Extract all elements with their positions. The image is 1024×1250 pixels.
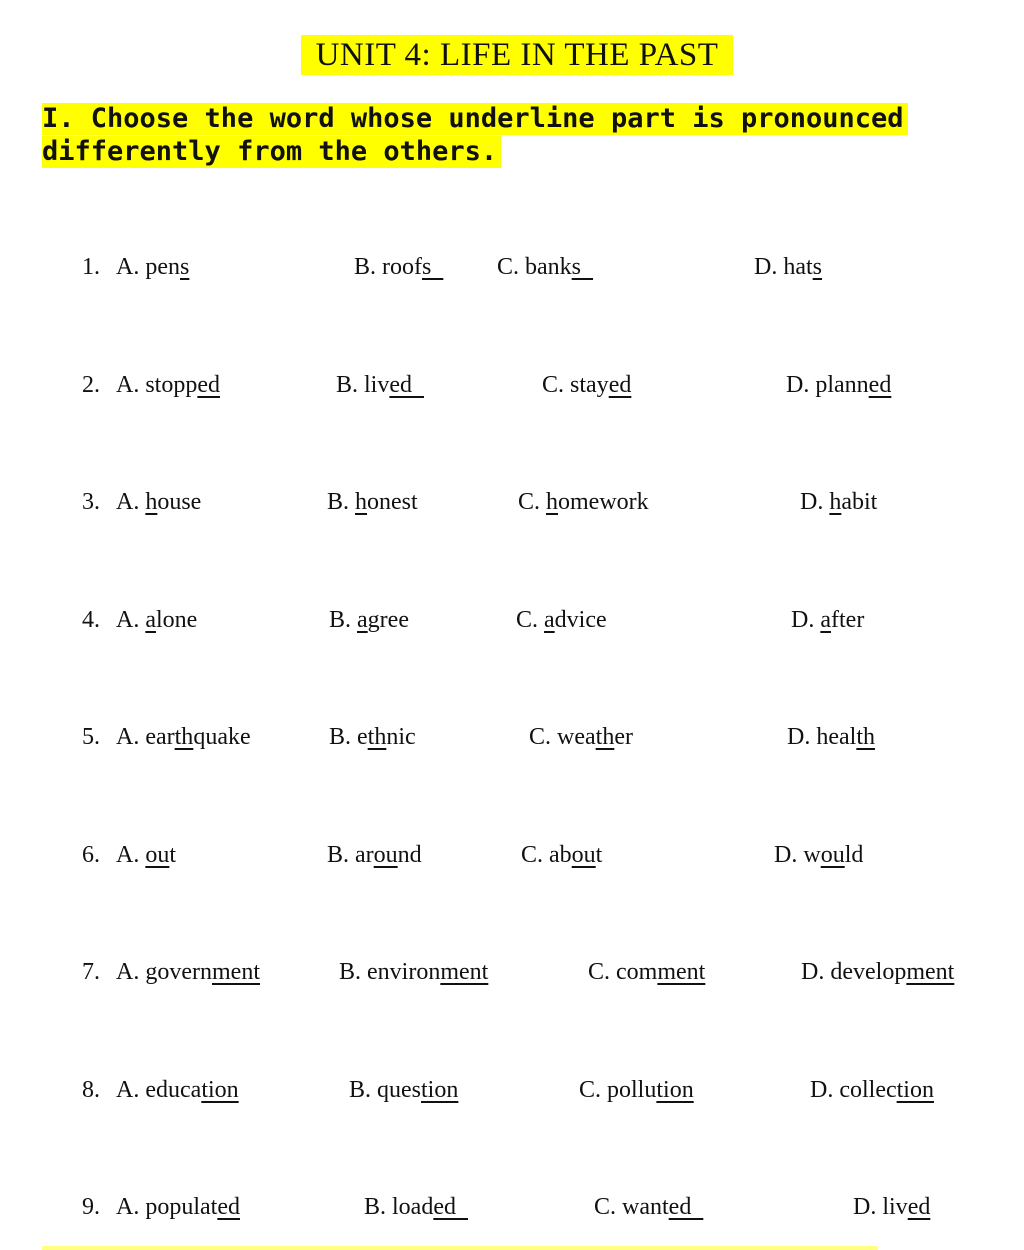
- question-row: [0, 603, 1024, 637]
- option-letter: A.: [116, 607, 140, 633]
- option-letter: B.: [327, 842, 350, 868]
- question-number: 3.: [82, 489, 100, 515]
- option-letter: D.: [774, 842, 798, 868]
- option-d: [787, 720, 875, 754]
- option-c: [497, 250, 593, 284]
- instruction-line-1: I. Choose the word whose underline part is pronounced: [42, 103, 908, 135]
- option-letter: D.: [810, 1077, 834, 1103]
- option-d: [791, 603, 864, 637]
- option-b: [329, 603, 409, 637]
- underlined-part: th: [856, 724, 875, 750]
- word-prefix: roof: [382, 254, 422, 280]
- option-letter: A.: [116, 372, 140, 398]
- underlined-part: ed: [868, 372, 892, 398]
- question-row: [0, 1190, 1024, 1224]
- word-prefix: ear: [145, 724, 175, 750]
- question-row: [0, 955, 1024, 989]
- option-letter: C.: [529, 724, 552, 750]
- question-row: [0, 368, 1024, 402]
- word-prefix: ques: [377, 1077, 422, 1103]
- option-c: [594, 1190, 703, 1224]
- instruction-line-2: differently from the others.: [42, 136, 501, 168]
- option-letter: C.: [594, 1194, 617, 1220]
- option-letter: C.: [497, 254, 520, 280]
- underlined-part: ed: [608, 372, 632, 398]
- word-suffix: lone: [156, 607, 198, 633]
- option-letter: C.: [579, 1077, 602, 1103]
- option-b: [354, 250, 443, 284]
- word-prefix: plann: [815, 372, 869, 398]
- word-prefix: govern: [145, 959, 212, 985]
- option-letter: B.: [354, 254, 377, 280]
- option-c: [542, 368, 631, 402]
- option-letter: D.: [800, 489, 824, 515]
- underlined-part: ed: [389, 372, 425, 398]
- option-a: [116, 955, 260, 989]
- word-prefix: environ: [367, 959, 441, 985]
- option-letter: C.: [542, 372, 565, 398]
- word-prefix: pollu: [607, 1077, 657, 1103]
- option-b: [339, 955, 488, 989]
- word-prefix: liv: [882, 1194, 908, 1220]
- word-suffix: t: [595, 842, 603, 868]
- underlined-part: ment: [212, 959, 260, 985]
- question-number: 2.: [82, 372, 100, 398]
- option-letter: C.: [588, 959, 611, 985]
- underlined-part: a: [357, 607, 368, 633]
- option-letter: D.: [786, 372, 810, 398]
- underlined-part: ed: [217, 1194, 240, 1220]
- underlined-part: h: [355, 489, 368, 515]
- option-a: [116, 485, 201, 519]
- option-d: [853, 1190, 930, 1224]
- underlined-part: ou: [571, 842, 596, 868]
- option-c: [579, 1073, 694, 1107]
- underlined-part: s: [812, 254, 823, 280]
- word-prefix: com: [616, 959, 658, 985]
- question-number: 5.: [82, 724, 100, 750]
- word-suffix: nd: [397, 842, 422, 868]
- option-letter: B.: [364, 1194, 387, 1220]
- underlined-part: ed: [668, 1194, 704, 1220]
- underlined-part: a: [544, 607, 555, 633]
- word-suffix: quake: [193, 724, 251, 750]
- option-d: [801, 955, 954, 989]
- option-b: [327, 485, 418, 519]
- word-suffix: omework: [558, 489, 649, 515]
- option-letter: D.: [754, 254, 778, 280]
- word-prefix: stay: [570, 372, 609, 398]
- underlined-part: ment: [440, 959, 489, 985]
- underlined-part: tion: [201, 1077, 239, 1103]
- underlined-part: th: [174, 724, 194, 750]
- word-suffix: abit: [841, 489, 878, 515]
- bottom-highlight-rule: [42, 1246, 878, 1250]
- option-letter: A.: [116, 254, 140, 280]
- word-prefix: develop: [830, 959, 907, 985]
- underlined-part: tion: [896, 1077, 934, 1103]
- option-letter: B.: [329, 724, 352, 750]
- word-suffix: ld: [844, 842, 864, 868]
- underlined-part: tion: [656, 1077, 694, 1103]
- question-number: 4.: [82, 607, 100, 633]
- option-c: [588, 955, 705, 989]
- option-c: [516, 603, 607, 637]
- word-prefix: e: [357, 724, 368, 750]
- option-a: [116, 838, 176, 872]
- question-number: 8.: [82, 1077, 100, 1103]
- word-prefix: hat: [783, 254, 813, 280]
- question-number: 7.: [82, 959, 100, 985]
- word-suffix: dvice: [554, 607, 607, 633]
- question-row: [0, 1073, 1024, 1107]
- option-a: [116, 368, 220, 402]
- option-c: [518, 485, 649, 519]
- underlined-part: s: [571, 254, 594, 280]
- word-suffix: onest: [367, 489, 418, 515]
- underlined-part: h: [829, 489, 842, 515]
- option-letter: C.: [521, 842, 544, 868]
- option-letter: B.: [349, 1077, 372, 1103]
- word-prefix: want: [622, 1194, 669, 1220]
- option-d: [786, 368, 891, 402]
- option-letter: B.: [329, 607, 352, 633]
- word-prefix: wea: [557, 724, 596, 750]
- word-prefix: populat: [145, 1194, 218, 1220]
- option-letter: B.: [339, 959, 362, 985]
- word-prefix: ar: [355, 842, 374, 868]
- underlined-part: ed: [433, 1194, 468, 1220]
- word-prefix: w: [803, 842, 821, 868]
- option-letter: A.: [116, 842, 140, 868]
- question-row: [0, 838, 1024, 872]
- underlined-part: tion: [421, 1077, 459, 1103]
- option-b: [349, 1073, 458, 1107]
- option-d: [810, 1073, 934, 1107]
- option-d: [800, 485, 877, 519]
- word-prefix: educa: [145, 1077, 202, 1103]
- word-prefix: collec: [839, 1077, 897, 1103]
- option-d: [754, 250, 822, 284]
- question-number: 6.: [82, 842, 100, 868]
- option-letter: D.: [791, 607, 815, 633]
- underlined-part: th: [595, 724, 615, 750]
- question-number: 9.: [82, 1194, 100, 1220]
- question-number: 1.: [82, 254, 100, 280]
- underlined-part: ou: [145, 842, 170, 868]
- option-b: [329, 720, 416, 754]
- word-prefix: bank: [525, 254, 572, 280]
- word-suffix: nic: [386, 724, 416, 750]
- word-suffix: gree: [367, 607, 409, 633]
- underlined-part: ed: [197, 372, 221, 398]
- underlined-part: h: [546, 489, 559, 515]
- option-letter: C.: [518, 489, 541, 515]
- underlined-part: ment: [906, 959, 955, 985]
- underlined-part: ed: [907, 1194, 931, 1220]
- option-letter: B.: [327, 489, 350, 515]
- option-letter: D.: [801, 959, 825, 985]
- word-suffix: fter: [831, 607, 865, 633]
- question-row: [0, 720, 1024, 754]
- option-b: [336, 368, 424, 402]
- word-suffix: t: [169, 842, 177, 868]
- option-c: [521, 838, 602, 872]
- underlined-part: ou: [373, 842, 398, 868]
- word-suffix: er: [614, 724, 633, 750]
- underlined-part: ment: [657, 959, 706, 985]
- word-prefix: load: [392, 1194, 434, 1220]
- question-row: [0, 485, 1024, 519]
- word-prefix: heal: [816, 724, 857, 750]
- question-row: [0, 250, 1024, 284]
- option-letter: A.: [116, 489, 140, 515]
- option-letter: A.: [116, 1077, 140, 1103]
- option-d: [774, 838, 863, 872]
- option-a: [116, 1073, 239, 1107]
- word-prefix: ab: [549, 842, 572, 868]
- option-b: [327, 838, 422, 872]
- option-b: [364, 1190, 468, 1224]
- word-prefix: pen: [145, 254, 180, 280]
- underlined-part: s: [180, 254, 190, 280]
- option-a: [116, 1190, 240, 1224]
- option-letter: B.: [336, 372, 359, 398]
- option-letter: A.: [116, 959, 140, 985]
- option-a: [116, 720, 251, 754]
- word-prefix: stopp: [145, 372, 198, 398]
- unit-title: UNIT 4: LIFE IN THE PAST: [301, 35, 733, 75]
- underlined-part: h: [145, 489, 158, 515]
- option-letter: D.: [853, 1194, 877, 1220]
- option-letter: D.: [787, 724, 811, 750]
- underlined-part: ou: [820, 842, 845, 868]
- option-a: [116, 250, 189, 284]
- option-letter: A.: [116, 724, 140, 750]
- option-letter: C.: [516, 607, 539, 633]
- option-c: [529, 720, 633, 754]
- word-prefix: liv: [364, 372, 390, 398]
- underlined-part: a: [145, 607, 156, 633]
- option-letter: A.: [116, 1194, 140, 1220]
- underlined-part: s: [422, 254, 444, 280]
- underlined-part: th: [367, 724, 387, 750]
- underlined-part: a: [820, 607, 831, 633]
- option-a: [116, 603, 197, 637]
- word-suffix: ouse: [157, 489, 202, 515]
